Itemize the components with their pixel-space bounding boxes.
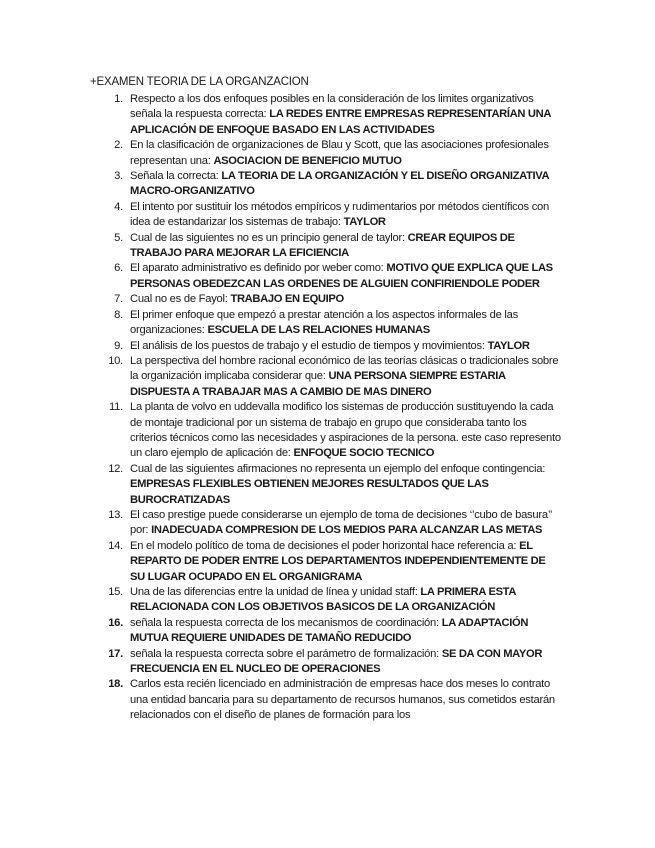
question-text: Cual no es de Fayol: xyxy=(130,293,231,306)
question-item xyxy=(0,308,563,339)
answer-text: LA ADAPTACIÓN MUTUA REQUIERE UNIDADES DE TAMAÑO REDUCIDO xyxy=(130,616,529,645)
question-number: 11. xyxy=(109,401,123,414)
answer-text: TAYLOR xyxy=(487,339,530,352)
answer-text: UNA PERSONA SIEMPRE ESTARIA DISPUESTA A TRABAJAR MAS A CAMBIO DE MAS DINERO xyxy=(130,370,506,398)
question-text: Una de las diferencias entre la unidad de línea y unidad staff: xyxy=(130,586,421,598)
question-text: señala la respuesta correcta de los mecanismos de coordinación: xyxy=(130,616,442,629)
question-number: 10. xyxy=(108,354,123,367)
question-number: 9. xyxy=(114,339,123,352)
question-text: El análisis de los puestos de trabajo y el estudio de tiempos y movimientos: xyxy=(130,339,488,352)
answer-text: TAYLOR xyxy=(343,216,386,229)
question-item xyxy=(0,261,563,292)
answer-text: ESCUELA DE LAS RELACIONES HUMANAS xyxy=(207,324,430,337)
question-number: 17. xyxy=(108,647,123,660)
question-number: 4. xyxy=(114,200,123,213)
answer-text: CREAR EQUIPOS DE TRABAJO PARA MEJORAR LA EFICIENCIA xyxy=(130,231,515,260)
answer-text: TRABAJO EN EQUIPO xyxy=(230,293,344,306)
document-title: +EXAMEN TEORIA DE LA ORGANZACION xyxy=(90,76,309,88)
question-text: El caso prestige puede considerarse un ejemplo de toma de decisiones ‘’cubo de basura’’ por: xyxy=(130,508,552,537)
answer-text: LA TEORIA DE LA ORGANIZACIÓN Y EL DISEÑO ORGANIZATIVA MACRO-ORGANIZATIVO xyxy=(130,170,549,198)
question-text: El primer enfoque que empezó a prestar atención a los aspectos informales de las organizaciones: xyxy=(130,308,518,337)
question-text: Cual de las siguientes afirmaciones no representa un ejemplo del enfoque contingencia: xyxy=(130,462,546,475)
question-text: La perspectiva del hombre racional económico de las teorías clásicas o tradicionales sobre la organización implicaba considerar que: xyxy=(130,354,559,383)
question-text: Señala la correcta: xyxy=(130,170,222,183)
question-number: 6. xyxy=(114,262,123,275)
question-item xyxy=(0,585,563,616)
question-item xyxy=(0,339,563,354)
question-item xyxy=(0,354,563,400)
question-number: 3. xyxy=(114,170,123,183)
question-number: 16. xyxy=(108,616,123,629)
question-item xyxy=(0,539,563,585)
question-text: señala la respuesta correcta sobre el parámetro de formalización: xyxy=(130,647,442,660)
answer-text: LA PRIMERA ESTA RELACIONADA CON LOS OBJETIVOS BASICOS DE LA ORGANIZACIÓN xyxy=(130,586,516,614)
question-number: 2. xyxy=(114,139,123,152)
question-text: Carlos esta recién licenciado en administración de empresas hace dos meses lo contrato una entidad bancaria para su departamento de recursos humanos, sus cometidos estarán relacionados con el diseño de planes de formación para los xyxy=(130,678,555,722)
question-text: Respecto a los dos enfoques posibles en la consideración de los limites organizativos señala la respuesta correcta: xyxy=(130,93,534,121)
question-number: 15. xyxy=(108,586,123,598)
answer-text: INADECUADA COMPRESION DE LOS MEDIOS PARA ALCANZAR LAS METAS xyxy=(151,524,543,537)
question-number: 18. xyxy=(108,678,123,691)
question-item xyxy=(0,200,563,231)
question-list xyxy=(0,92,655,724)
question-number: 13. xyxy=(108,508,123,521)
question-item xyxy=(0,508,563,539)
question-item xyxy=(0,169,563,200)
question-number: 5. xyxy=(114,231,123,244)
question-item xyxy=(0,231,563,262)
question-item xyxy=(0,616,563,647)
question-number: 1. xyxy=(114,93,123,105)
question-item xyxy=(0,292,563,307)
answer-text: LA REDES ENTRE EMPRESAS REPRESENTARÍAN UNA APLICACIÓN DE ENFOQUE BASADO EN LAS ACTIVIDADES xyxy=(130,108,551,136)
answer-text: ASOCIACION DE BENEFICIO MUTUO xyxy=(213,154,402,167)
question-item xyxy=(0,462,563,508)
answer-text: EMPRESAS FLEXIBLES OBTIENEN MEJORES RESULTADOS QUE LAS BUROCRATIZADAS xyxy=(130,478,489,506)
question-number: 12. xyxy=(108,462,123,475)
answer-text: SE DA CON MAYOR FRECUENCIA EN EL NUCLEO DE OPERACIONES xyxy=(130,647,543,676)
question-number: 7. xyxy=(114,293,123,306)
question-item xyxy=(0,677,563,723)
question-text: En el modelo político de toma de decisiones el poder horizontal hace referencia a: xyxy=(130,539,520,552)
question-item xyxy=(0,138,563,169)
question-number: 14. xyxy=(108,539,123,552)
question-text: El aparato administrativo es definido por weber como: xyxy=(130,262,387,275)
question-item xyxy=(0,400,563,462)
answer-text: ENFOQUE SOCIO TECNICO xyxy=(293,447,435,460)
question-text: La planta de volvo en uddevalla modifico los sistemas de producción sustituyendo la cada de montaje tradicional por un sistema de trabajo en grupo que consideraba tanto los criterios técnicos como las necesidades y aspiraciones de la persona. este caso represento un claro ejemplo de aplicación de: xyxy=(130,401,561,460)
question-number: 8. xyxy=(114,308,123,321)
question-text: En la clasificación de organizaciones de Blau y Scott, que las asociaciones profesionales representan una: xyxy=(130,139,549,167)
question-text: Cual de las siguientes no es un principio general de taylor: xyxy=(130,231,408,244)
answer-text: MOTIVO QUE EXPLICA QUE LAS PERSONAS OBEDEZCAN LAS ORDENES DE ALGUIEN CONFIRIENDOLE PODER xyxy=(130,262,553,290)
question-item xyxy=(0,92,563,138)
question-text: El intento por sustituir los métodos empíricos y rudimentarios por métodos científicos con idea de estandarizar los sistemas de trabajo: xyxy=(130,200,549,229)
answer-text: EL REPARTO DE PODER ENTRE LOS DEPARTAMENTOS INDEPENDIENTEMENTE DE SU LUGAR OCUPADO EN EL ORGANIGRAMA xyxy=(130,539,546,583)
question-item xyxy=(0,647,563,678)
